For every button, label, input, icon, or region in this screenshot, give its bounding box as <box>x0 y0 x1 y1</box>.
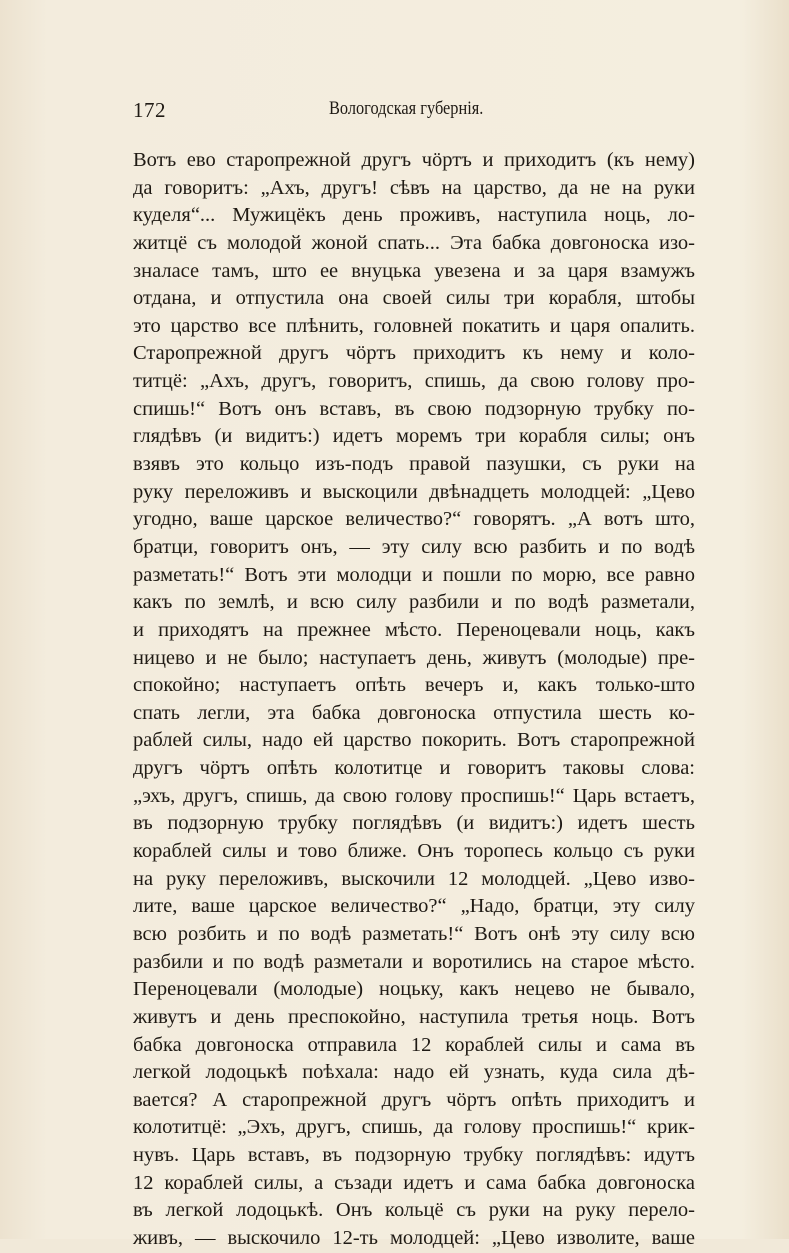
text-line: лите, ваше царское величество?“ „Надо, братци, эту силу <box>133 895 695 918</box>
text-line: живъ, — выскочило 12-ть молодцей: „Цево изволите, ваше <box>133 1226 695 1249</box>
text-line: въ легкой лодоцькѣ. Онъ кольцё съ руки на руку перело- <box>133 1199 695 1222</box>
text-line: ницево и не было; наступаетъ день, живутъ (молодые) пре- <box>133 646 695 669</box>
page-header <box>133 98 693 126</box>
text-line: разбили и по водѣ разметали и воротились на старое мѣсто. <box>133 950 695 973</box>
text-line: спишь!“ Вотъ онъ вставъ, въ свою подзорную трубку по- <box>133 397 695 420</box>
text-line: вается? А старопрежной другъ чöртъ опѣть приходитъ и <box>133 1088 695 1111</box>
page-number: 172 <box>133 98 166 122</box>
text-line: бабка довгоноска отправила 12 кораблей силы и сама въ <box>133 1033 695 1056</box>
text-line: это царство все плѣнить, головней покатить и царя опалить. <box>133 314 695 337</box>
text-line: на руку переложивъ, выскочили 12 молодцей. „Цево изво- <box>133 867 695 890</box>
text-line: спать легли, эта бабка довгоноска отпустила шесть ко- <box>133 701 695 724</box>
text-line: да говоритъ: „Ахъ, другъ! сѣвъ на царство, да не на руки <box>133 176 695 199</box>
text-line: 12 кораблей силы, а съзади идетъ и сама бабка довгоноска <box>133 1171 695 1194</box>
text-line: взявъ это кольцо изъ-подъ правой пазушки, съ руки на <box>133 453 695 476</box>
text-line: кораблей силы и тово ближе. Онъ торопесь кольцо съ руки <box>133 840 695 863</box>
text-line: братци, говоритъ онъ, — эту силу всю разбить и по водѣ <box>133 535 695 558</box>
text-line: живутъ и день преспокойно, наступила третья ноць. Вотъ <box>133 1005 695 1028</box>
text-line: другъ чöртъ опѣть колотитце и говоритъ таковы слова: <box>133 757 695 780</box>
text-line: угодно, ваше царское величество?“ говорятъ. „А вотъ што, <box>133 508 695 531</box>
text-line: разметать!“ Вотъ эти молодци и пошли по морю, все равно <box>133 563 695 586</box>
text-line: житцё съ молодой жоной спать... Эта бабка довгоноска изо- <box>133 231 695 254</box>
text-line: нувъ. Царь вставъ, въ подзорную трубку поглядѣвъ: идутъ <box>133 1144 695 1167</box>
text-line: всю розбить и по водѣ разметать!“ Вотъ онѣ эту силу всю <box>133 922 695 945</box>
text-line: раблей силы, надо ей царство покорить. Вотъ старопрежной <box>133 729 695 752</box>
text-line: руку переложивъ и выскоцили двѣнадцеть молодцей: „Цево <box>133 480 695 503</box>
text-line: и приходятъ на прежнее мѣсто. Переноцевали ноць, какъ <box>133 618 695 641</box>
text-line: куделя“... Мужицёкъ день проживъ, наступила ноць, ло- <box>133 204 695 227</box>
body-text <box>133 147 695 1253</box>
text-line: легкой лодоцькѣ поѣхала: надо ей узнать, куда сила дѣ- <box>133 1061 695 1084</box>
text-line: глядѣвъ (и видитъ:) идетъ моремъ три корабля силы; онъ <box>133 425 695 448</box>
text-line: какъ по землѣ, и всю силу разбили и по водѣ разметали, <box>133 591 695 614</box>
text-line: Вотъ ево старопрежной другъ чöртъ и приходитъ (къ нему) <box>133 149 695 171</box>
text-line: спокойно; наступаетъ опѣть вечеръ и, какъ только-што <box>133 674 695 697</box>
text-line: Переноцевали (молодые) ноцьку, какъ нецево не бывало, <box>133 978 695 1001</box>
running-title: Вологодская губернія. <box>329 98 484 119</box>
text-line: титцё: „Ахъ, другъ, говоритъ, спишь, да свою голову про- <box>133 370 695 393</box>
text-line: въ подзорную трубку поглядѣвъ (и видитъ:) идетъ шесть <box>133 812 695 835</box>
text-line: отдана, и отпустила она своей силы три корабля, штобы <box>133 287 695 310</box>
text-line: колотитцё: „Эхъ, другъ, спишь, да голову проспишь!“ крик- <box>133 1116 695 1139</box>
text-line: зналасе тамъ, што ее внуцька увезена и за царя взамужъ <box>133 259 695 282</box>
text-line: „эхъ, другъ, спишь, да свою голову проспишь!“ Царь встаетъ, <box>133 784 695 807</box>
text-line: Старопрежной другъ чöртъ приходитъ къ нему и коло- <box>133 342 695 365</box>
